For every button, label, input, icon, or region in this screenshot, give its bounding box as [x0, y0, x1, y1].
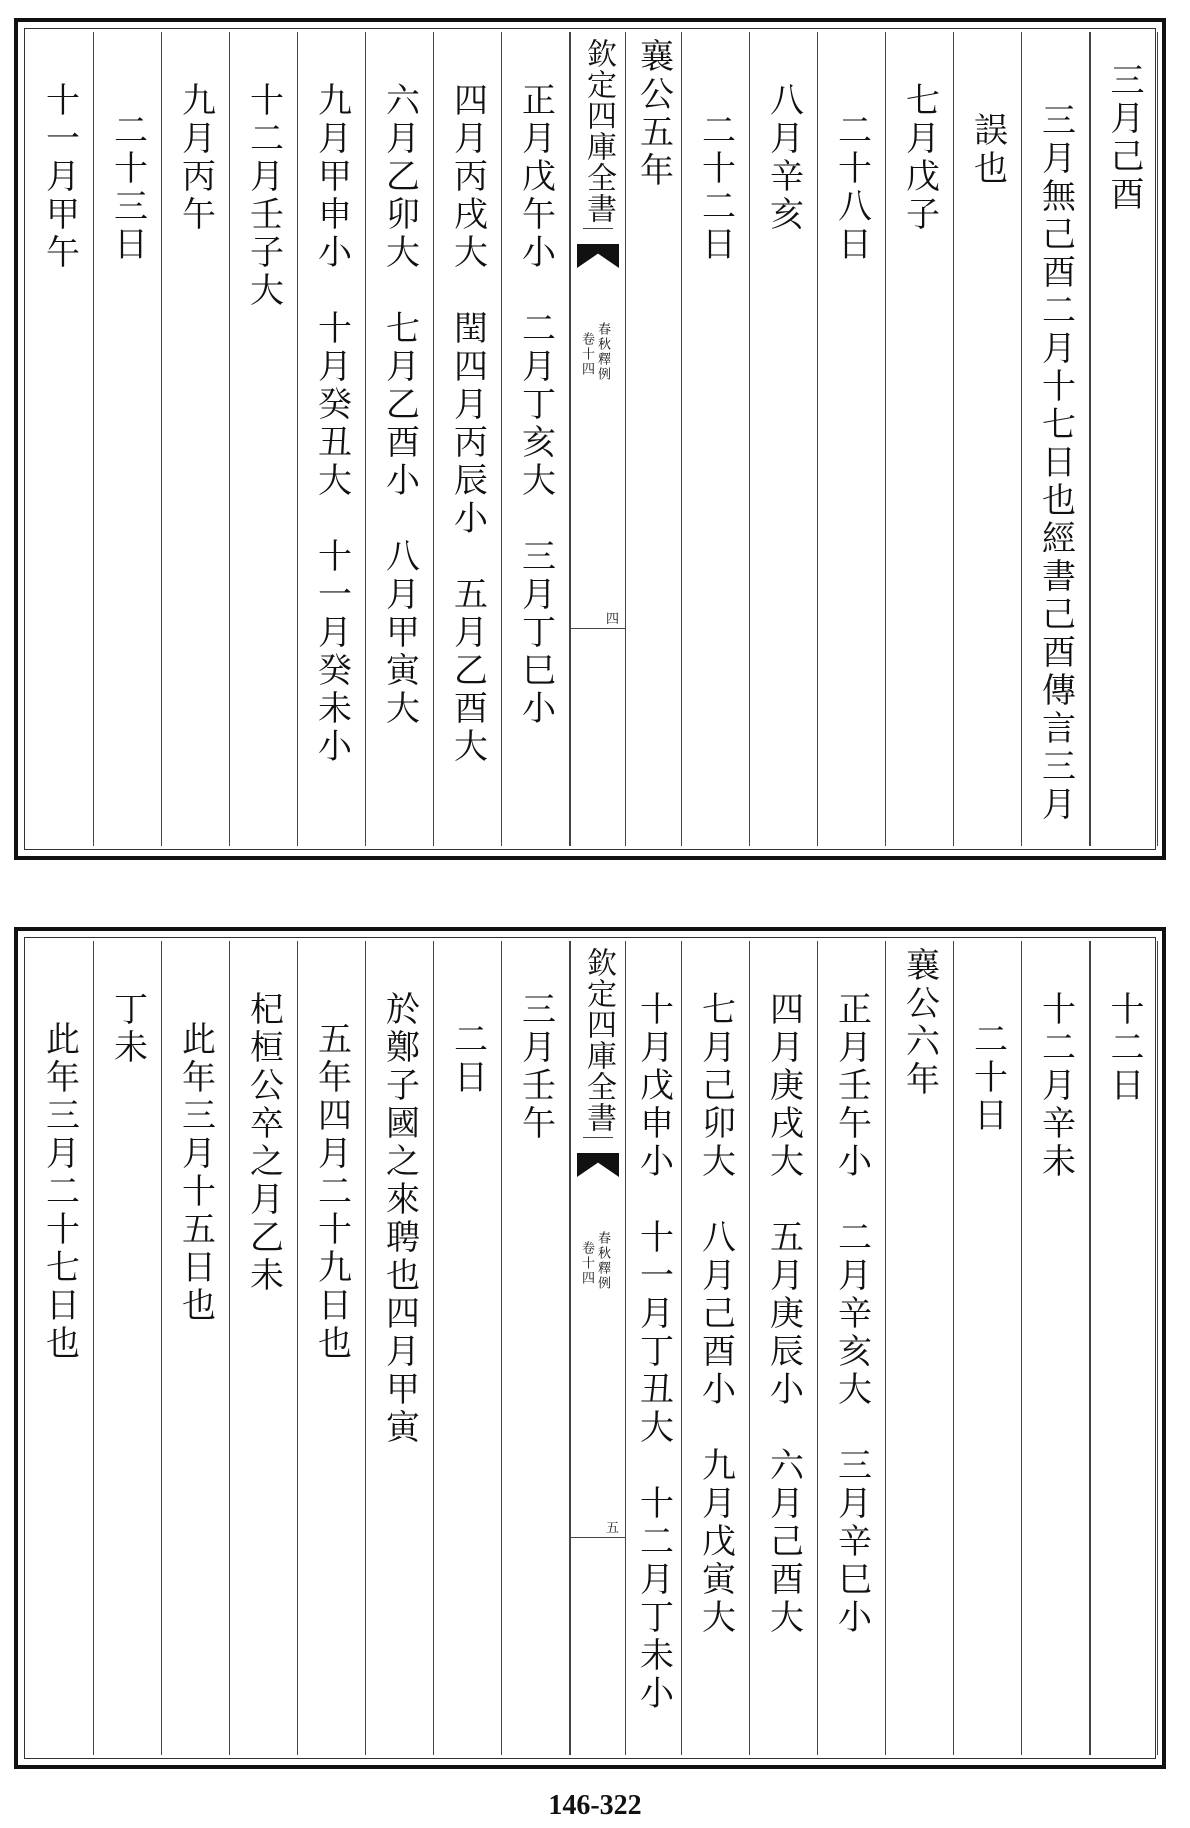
column-text: 四月庚戌大 五月庚辰小 六月己酉大 — [763, 991, 804, 1637]
text-column — [818, 941, 886, 1755]
column-text: 五年四月二十九日也 — [311, 1021, 352, 1363]
column-text: 九月甲申小 十月癸丑大 十一月癸未小 — [311, 82, 352, 766]
leaf-number: 四 — [605, 612, 619, 627]
column-text: 十二月壬子大 — [243, 82, 284, 310]
text-column — [626, 941, 682, 1755]
fish-tail-mark — [577, 1153, 619, 1177]
top-page — [14, 18, 1166, 860]
text-column — [886, 941, 954, 1755]
leaf-rule — [571, 1537, 625, 1538]
column-text: 二十三日 — [107, 112, 148, 264]
text-column — [954, 32, 1022, 846]
bottom-page — [14, 927, 1166, 1769]
column-text: 杞桓公卒之月乙未 — [243, 991, 284, 1295]
text-column — [366, 32, 434, 846]
text-column — [26, 941, 94, 1755]
text-column — [502, 941, 570, 1755]
column-text: 正月壬午小 二月辛亥大 三月辛巳小 — [831, 991, 872, 1637]
column-text: 七月己卯大 八月己酉小 九月戊寅大 — [695, 991, 736, 1637]
text-column — [298, 32, 366, 846]
center-gutter — [570, 32, 626, 846]
column-text: 誤也 — [967, 112, 1008, 188]
text-column — [1022, 32, 1090, 846]
column-text: 九月丙午 — [175, 82, 216, 234]
text-column — [1090, 941, 1158, 1755]
text-column — [682, 941, 750, 1755]
book-title: 春秋釋例 — [595, 1231, 610, 1291]
column-text: 丁未 — [107, 991, 148, 1067]
text-column — [502, 32, 570, 846]
text-column — [162, 941, 230, 1755]
column-text: 六月乙卯大 七月乙酉小 八月甲寅大 — [379, 82, 420, 728]
leaf-number: 五 — [605, 1521, 619, 1536]
column-text: 四月丙戌大 閏四月丙辰小 五月乙酉大 — [447, 82, 488, 766]
text-column — [162, 32, 230, 846]
text-column — [1090, 32, 1158, 846]
column-text: 十月戊申小 十一月丁丑大 十二月丁未小 — [633, 991, 674, 1713]
column-text: 襄公五年 — [633, 38, 674, 190]
series-title: 欽定四庫全書 — [583, 947, 613, 1138]
column-text: 三月壬午 — [515, 991, 556, 1143]
juan-number: 卷十四 — [579, 332, 594, 377]
text-column — [94, 941, 162, 1755]
text-column — [366, 941, 434, 1755]
column-text: 八月辛亥 — [763, 82, 804, 234]
column-text: 二十八日 — [831, 112, 872, 264]
text-column — [1022, 941, 1090, 1755]
column-text: 二十日 — [967, 1021, 1008, 1135]
text-column — [954, 941, 1022, 1755]
text-column — [818, 32, 886, 846]
text-column — [94, 32, 162, 846]
column-text: 襄公六年 — [899, 947, 940, 1099]
series-title: 欽定四庫全書 — [583, 38, 613, 229]
text-column — [230, 941, 298, 1755]
column-text: 七月戊子 — [899, 82, 940, 234]
column-text: 此年三月十五日也 — [175, 1021, 216, 1325]
text-column — [750, 32, 818, 846]
page-number: 146-322 — [548, 1790, 642, 1821]
column-text: 於鄭子國之來聘也四月甲寅 — [379, 991, 420, 1447]
text-column — [298, 941, 366, 1755]
juan-number: 卷十四 — [579, 1241, 594, 1286]
text-column — [434, 32, 502, 846]
column-text: 此年三月二十七日也 — [39, 1021, 80, 1363]
text-column — [26, 32, 94, 846]
column-text: 三月無己酉二月十七日也經書己酉傳言三月 — [1035, 102, 1076, 824]
column-text: 正月戊午小 二月丁亥大 三月丁巳小 — [515, 82, 556, 728]
text-column — [626, 32, 682, 846]
column-text: 十一月甲午 — [39, 82, 80, 272]
text-column — [230, 32, 298, 846]
text-column — [682, 32, 750, 846]
text-column — [886, 32, 954, 846]
column-text: 二十二日 — [695, 112, 736, 264]
column-text: 二日 — [447, 1021, 488, 1097]
column-text: 三月己酉 — [1104, 62, 1144, 214]
fish-tail-mark — [577, 244, 619, 268]
text-column — [434, 941, 502, 1755]
center-gutter — [570, 941, 626, 1755]
text-column — [750, 941, 818, 1755]
column-text: 十二月辛未 — [1035, 991, 1076, 1181]
book-title: 春秋釋例 — [595, 322, 610, 382]
leaf-rule — [571, 628, 625, 629]
column-text: 十二日 — [1104, 991, 1144, 1105]
